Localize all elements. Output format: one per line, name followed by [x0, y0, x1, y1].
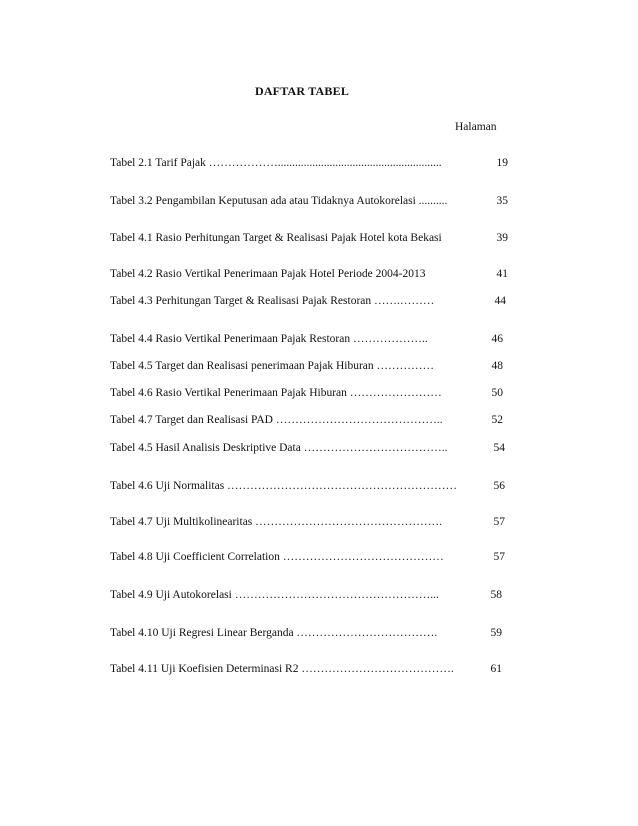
entry-label: Tabel 4.7 Uji Multikolinearitas ………………………………………….	[110, 516, 443, 528]
entry-page-number: 44	[494, 295, 506, 307]
entry-label: Tabel 4.6 Uji Normalitas ……………………………………………………	[110, 480, 458, 492]
toc-entry[interactable]	[110, 514, 505, 530]
entry-label: Tabel 4.2 Rasio Vertikal Penerimaan Pajak Hotel Periode 2004-2013	[110, 268, 426, 280]
entry-label: Tabel 4.11 Uji Koefisien Determinasi R2 ………………………………….	[110, 663, 454, 675]
entry-page-number: 50	[491, 387, 503, 399]
entry-label: Tabel 4.6 Rasio Vertikal Penerimaan Pajak Hiburan ……………………	[110, 387, 442, 399]
page-title: DAFTAR TABEL	[254, 84, 350, 98]
page-column-header: Halaman	[455, 121, 497, 133]
entry-page-number: 57	[493, 516, 505, 528]
entry-label: Tabel 4.9 Uji Autokorelasi ……………………………………………...	[110, 589, 439, 601]
entry-page-number: 52	[491, 414, 503, 426]
toc-entry[interactable]	[110, 385, 505, 401]
entry-page-number: 61	[490, 663, 502, 675]
entry-page-number: 35	[496, 195, 508, 207]
toc-entry[interactable]	[110, 625, 505, 641]
entry-label: Tabel 4.5 Target dan Realisasi penerimaan Pajak Hiburan ……………	[110, 360, 435, 372]
entry-page-number: 39	[496, 232, 508, 244]
entry-page-number: 57	[493, 551, 505, 563]
entry-label: Tabel 4.4 Rasio Vertikal Penerimaan Pajak Restoran ………………..	[110, 333, 428, 345]
entry-page-number: 48	[491, 360, 503, 372]
toc-entry[interactable]	[110, 293, 505, 309]
entry-label: Tabel 4.8 Uji Coefficient Correlation ……………………………………	[110, 551, 444, 563]
entry-label: Tabel 4.10 Uji Regresi Linear Berganda ……………………………….	[110, 627, 438, 639]
toc-entry[interactable]	[110, 661, 505, 677]
toc-entry[interactable]	[110, 266, 508, 282]
entry-page-number: 41	[496, 268, 508, 280]
entry-page-number: 54	[493, 442, 505, 454]
entry-page-number: 19	[496, 157, 508, 169]
entry-label: Tabel 2.1 Tarif Pajak ……………….........................................................	[110, 157, 442, 169]
toc-entry[interactable]	[110, 412, 505, 428]
toc-entry[interactable]	[110, 549, 505, 565]
toc-entry[interactable]	[110, 440, 505, 456]
entry-page-number: 46	[491, 333, 503, 345]
toc-entry[interactable]	[110, 331, 505, 347]
toc-entry[interactable]	[110, 155, 508, 171]
entry-label: Tabel 4.3 Perhitungan Target & Realisasi Pajak Restoran …….………	[110, 295, 435, 307]
entry-label: Tabel 4.1 Rasio Perhitungan Target & Realisasi Pajak Hotel kota Bekasi	[110, 232, 442, 244]
entry-label: Tabel 4.7 Target dan Realisasi PAD ……………………………………..	[110, 414, 443, 426]
entry-label: Tabel 4.5 Hasil Analisis Deskriptive Data ………………………………..	[110, 442, 448, 454]
toc-entry[interactable]	[110, 193, 508, 209]
entry-page-number: 58	[490, 589, 502, 601]
toc-entry[interactable]	[110, 587, 505, 603]
entry-label: Tabel 3.2 Pengambilan Keputusan ada atau Tidaknya Autokorelasi ..........	[110, 195, 448, 207]
entry-page-number: 59	[490, 627, 502, 639]
toc-entry[interactable]	[110, 358, 505, 374]
toc-entry[interactable]	[110, 230, 508, 246]
toc-entry[interactable]	[110, 478, 505, 494]
entry-page-number: 56	[493, 480, 505, 492]
